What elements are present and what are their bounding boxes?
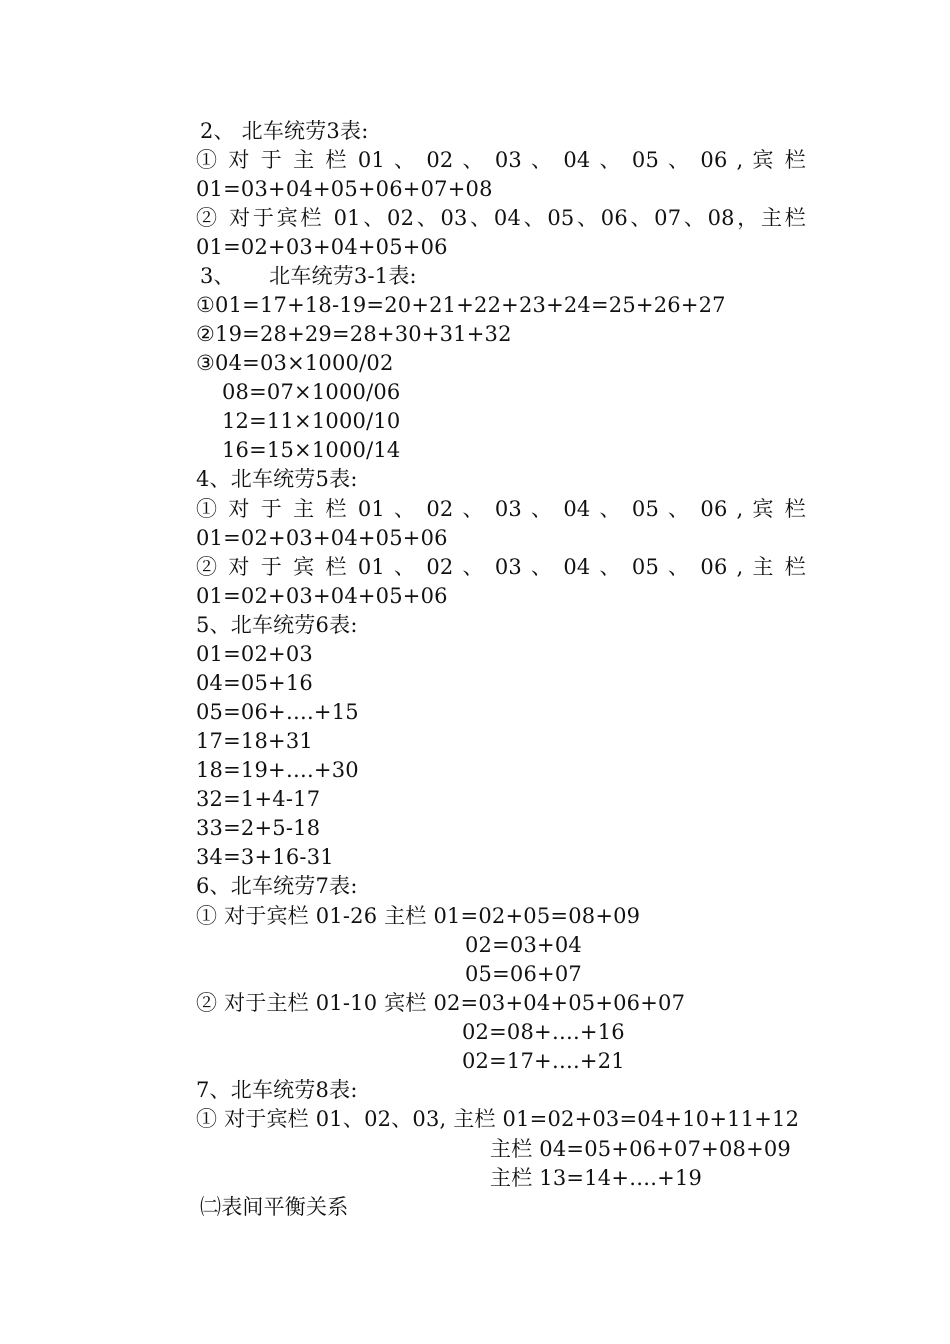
formula-line: 04=05+16	[196, 671, 313, 695]
formula-line: 01=02+03	[196, 642, 313, 666]
section-heading-7: 7、北车统劳8表:	[196, 1078, 358, 1102]
formula-line: 33=2+5-18	[196, 816, 321, 840]
formula-line: 02=17+….+21	[462, 1049, 625, 1073]
formula-line: 01=02+03+04+05+06	[196, 526, 448, 550]
text-line: ① 对于宾栏 01-26 主栏 01=02+05=08+09	[196, 904, 641, 928]
section-heading-5: 5、北车统劳6表:	[196, 613, 358, 637]
formula-line: 01=02+03+04+05+06	[196, 235, 448, 259]
text-line: ② 对于宾栏 01、02、03、04、05、06、07、08，主栏	[196, 206, 806, 230]
formula-line: ①01=17+18-19=20+21+22+23+24=25+26+27	[196, 293, 726, 317]
section-heading-6: 6、北车统劳7表:	[196, 874, 358, 898]
formula-line: 32=1+4-17	[196, 787, 321, 811]
subsection-heading: ㈡表间平衡关系	[200, 1195, 349, 1219]
formula-line: ②19=28+29=28+30+31+32	[196, 322, 512, 346]
formula-line: 主栏 04=05+06+07+08+09	[490, 1137, 791, 1161]
formula-line: 05=06+….+15	[196, 700, 359, 724]
text-line: ① 对 于 主 栏 01 、 02 、 03 、 04 、 05 、 06 , 宾 栏	[196, 148, 806, 172]
formula-line: ③04=03×1000/02	[196, 351, 394, 375]
formula-line: 17=18+31	[196, 729, 313, 753]
formula-line: 05=06+07	[465, 962, 582, 986]
text-line: ① 对于宾栏 01、02、03, 主栏 01=02+03=04+10+11+12	[196, 1107, 800, 1131]
formula-line: 08=07×1000/06	[222, 380, 401, 404]
text-line: ② 对于主栏 01-10 宾栏 02=03+04+05+06+07	[196, 991, 686, 1015]
section-heading-4: 4、北车统劳5表:	[196, 467, 358, 491]
formula-line: 主栏 13=14+….+19	[490, 1166, 703, 1190]
formula-line: 01=02+03+04+05+06	[196, 584, 448, 608]
formula-line: 01=03+04+05+06+07+08	[196, 177, 493, 201]
formula-line: 02=08+….+16	[462, 1020, 625, 1044]
formula-line: 12=11×1000/10	[222, 409, 401, 433]
formula-line: 02=03+04	[465, 933, 582, 957]
formula-line: 34=3+16-31	[196, 845, 334, 869]
section-heading-2: 2、 北车统劳3表:	[200, 119, 369, 143]
text-line: ② 对 于 宾 栏 01 、 02 、 03 、 04 、 05 、 06 , 主 栏	[196, 555, 806, 579]
section-heading-3: 3、 北车统劳3-1表:	[200, 264, 417, 288]
formula-line: 18=19+….+30	[196, 758, 359, 782]
text-line: ① 对 于 主 栏 01 、 02 、 03 、 04 、 05 、 06 , 宾 栏	[196, 497, 806, 521]
formula-line: 16=15×1000/14	[222, 438, 401, 462]
